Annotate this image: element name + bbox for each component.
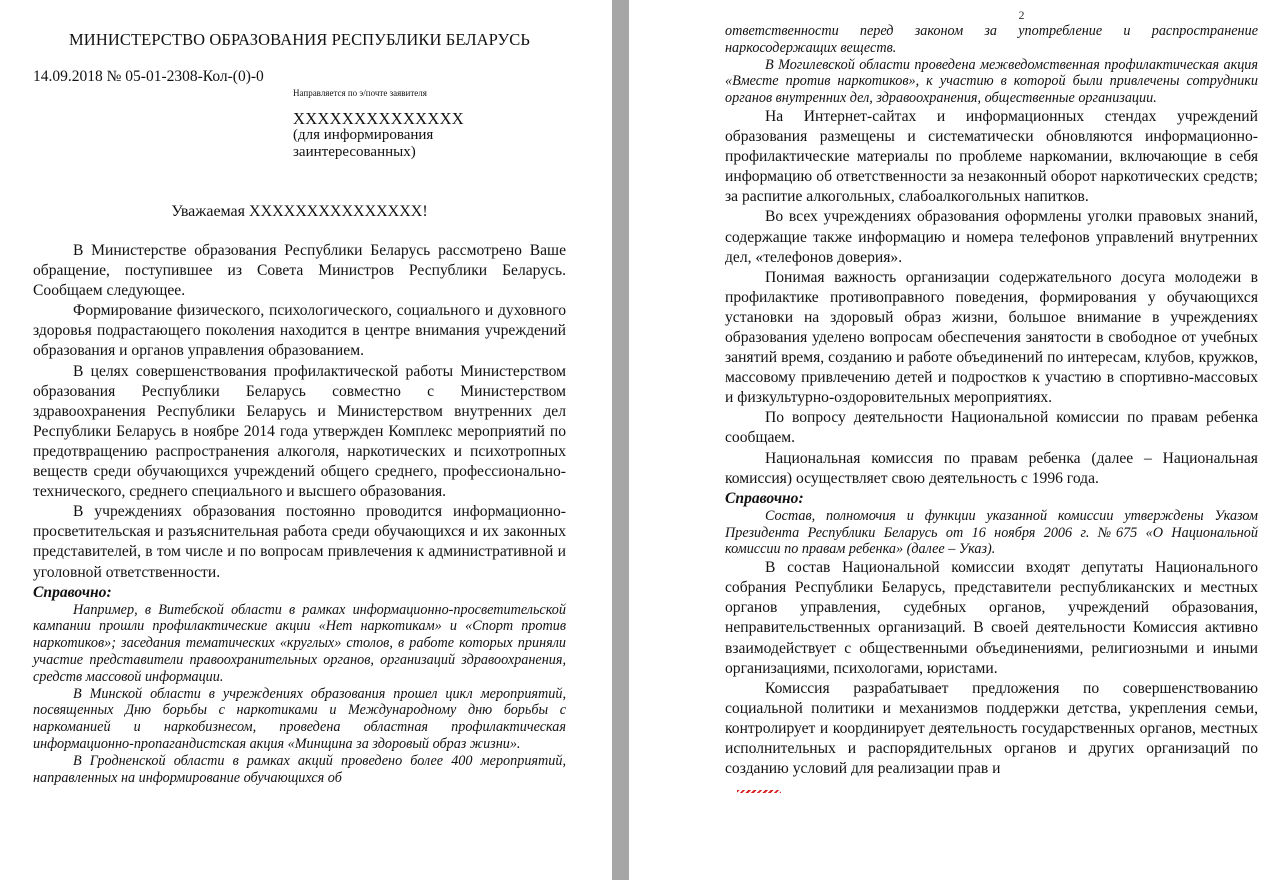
addressee-block: [293, 110, 566, 161]
document-page-1: [0, 0, 612, 880]
paragraph: В учреждениях образования постоянно проводится информационно-просветительская и разъяснительная работа среди обучающихся и их законных представителей, в том числе и по вопросам привлечения к административной и уголовной ответственности.: [33, 503, 566, 581]
reference-paragraph: ответственности перед законом за употребление и распространение наркосодержащих веществ.: [725, 23, 1258, 56]
reference-heading: Справочно:: [33, 583, 112, 601]
paragraph: В целях совершенствования профилактической работы Министерством образования Республики Беларусь совместно с Министерством здравоохранения Республики Беларусь и Министерством внутренних дел Республики Беларусь в ноябре 2014 года утвержден Комплекс мероприятий по предотвращению распространения алкоголя, наркотических и психотропных веществ среди обучающихся учреждений общего среднего, профессионально-технического, среднего специального и высшего образования.: [33, 362, 566, 501]
paragraph: Понимая важность организации содержательного досуга молодежи в профилактике противоправного поведения, формирования у обучающихся установки на здоровый образ жизни, большое внимание в учреждениях образования уделено вопросам обеспечения занятости в свободное от учебных занятий время, созданию и работе объединений по интересам, клубов, кружков, массовому привлечению детей и подростков к участию в спортивно-массовых и физкультурно-оздоровительных мероприятиях.: [725, 268, 1258, 407]
document-page-2: [629, 0, 1280, 880]
paragraph: В состав Национальной комиссии входят депутаты Национального собрания Республики Беларусь, представители республиканских и местных органов управления, судебных органов, учреждений образования, неправительственных организаций. В своей деятельности Комиссия активно взаимодействует с общественными объединениями, религиозными и иными организациями, психологами, юристами.: [725, 559, 1258, 677]
addressee-line: (для информирования: [293, 127, 434, 143]
addressee-name: ХХХХХХХХХХХХХХ: [293, 109, 465, 128]
addressee-line: заинтересованных): [293, 144, 416, 160]
paragraph: В Министерстве образования Республики Беларусь рассмотрено Ваше обращение, поступившее из Совета Министров Республики Беларусь. Сообщаем следующее.: [33, 242, 566, 300]
reference-paragraph: В Минской области в учреждениях образования прошел цикл мероприятий, посвященных Дню борьбы с наркотиками и Международному дню борьбы с наркоманией и наркобизнесом, проведена областная профилактическая информационно-пропагандистская акция «Минщина за здоровый образ жизни».: [33, 685, 566, 752]
reference-paragraph: Например, в Витебской области в рамках информационно-просветительской кампании прошли профилактические акции «Нет наркотикам» и «Спорт против наркотиков»; заседания тематических «круглых» столов, в работе которых приняли участие представители правоохранительных органов, организаций здравоохранения, средств массовой информации.: [33, 601, 566, 685]
page-number: 2: [1018, 8, 1025, 22]
paragraph: Комиссия разрабатывает предложения по совершенствованию социальной политики и механизмов поддержки детства, укрепления семьи, контролирует и координирует деятельность государственных органов, местных исполнительных и распорядительных органов и других организаций по созданию условий для реализации прав и: [725, 679, 1258, 778]
reference-heading: Справочно:: [725, 489, 804, 507]
ministry-title: МИНИСТЕРСТВО ОБРАЗОВАНИЯ РЕСПУБЛИКИ БЕЛАРУСЬ: [69, 30, 530, 49]
spellcheck-underline: [737, 790, 781, 793]
reference-paragraph: В Могилевской области проведена межведомственная профилактическая акция «Вместе против наркотиков», к участию в которой были привлечены сотрудники органов внутренних дел, здравоохранения, общественные организации.: [725, 56, 1258, 107]
reference-paragraph: В Гродненской области в рамках акций проведено более 400 мероприятий, направленных на информирование обучающихся об: [33, 752, 566, 786]
paragraph: По вопросу деятельности Национальной комиссии по правам ребенка сообщаем.: [725, 409, 1258, 447]
reference-paragraph: Состав, полномочия и функции указанной комиссии утверждены Указом Президента Республики Беларусь от 16 ноября 2006 г. №675 «О Национальной комиссии по правам ребенка» (далее – Указ).: [725, 507, 1258, 558]
letter-body-continued: [725, 23, 1258, 799]
paragraph: Формирование физического, психологического, социального и духовного здоровья подрастающего поколения находится в центре внимания учреждений образования и органов управления образованием.: [33, 302, 566, 360]
letter-body: [33, 241, 566, 786]
greeting: Уважаемая ХХХХХХХХХХХХХХХ!: [171, 203, 428, 220]
paragraph: На Интернет-сайтах и информационных стендах учреждений образования размещены и систематически обновляются информационно-профилактические материалы по проблеме наркомании, включающие в себя информацию об ответственности за незаконный оборот наркотических средств; за распитие алкогольных, слабоалкогольных напитков.: [725, 107, 1258, 206]
document-number: 14.09.2018 № 05-01-2308-Кол-(0)-0: [33, 68, 264, 85]
sent-note: Направляется по э/почте заявителя: [293, 88, 427, 98]
paragraph: Национальная комиссия по правам ребенка (далее – Национальная комиссия) осуществляет свою деятельность с 1996 года.: [725, 449, 1258, 487]
paragraph: Во всех учреждениях образования оформлены уголки правовых знаний, содержащие также информацию и номера телефонов управлений внутренних дел, «телефонов доверия».: [725, 208, 1258, 266]
